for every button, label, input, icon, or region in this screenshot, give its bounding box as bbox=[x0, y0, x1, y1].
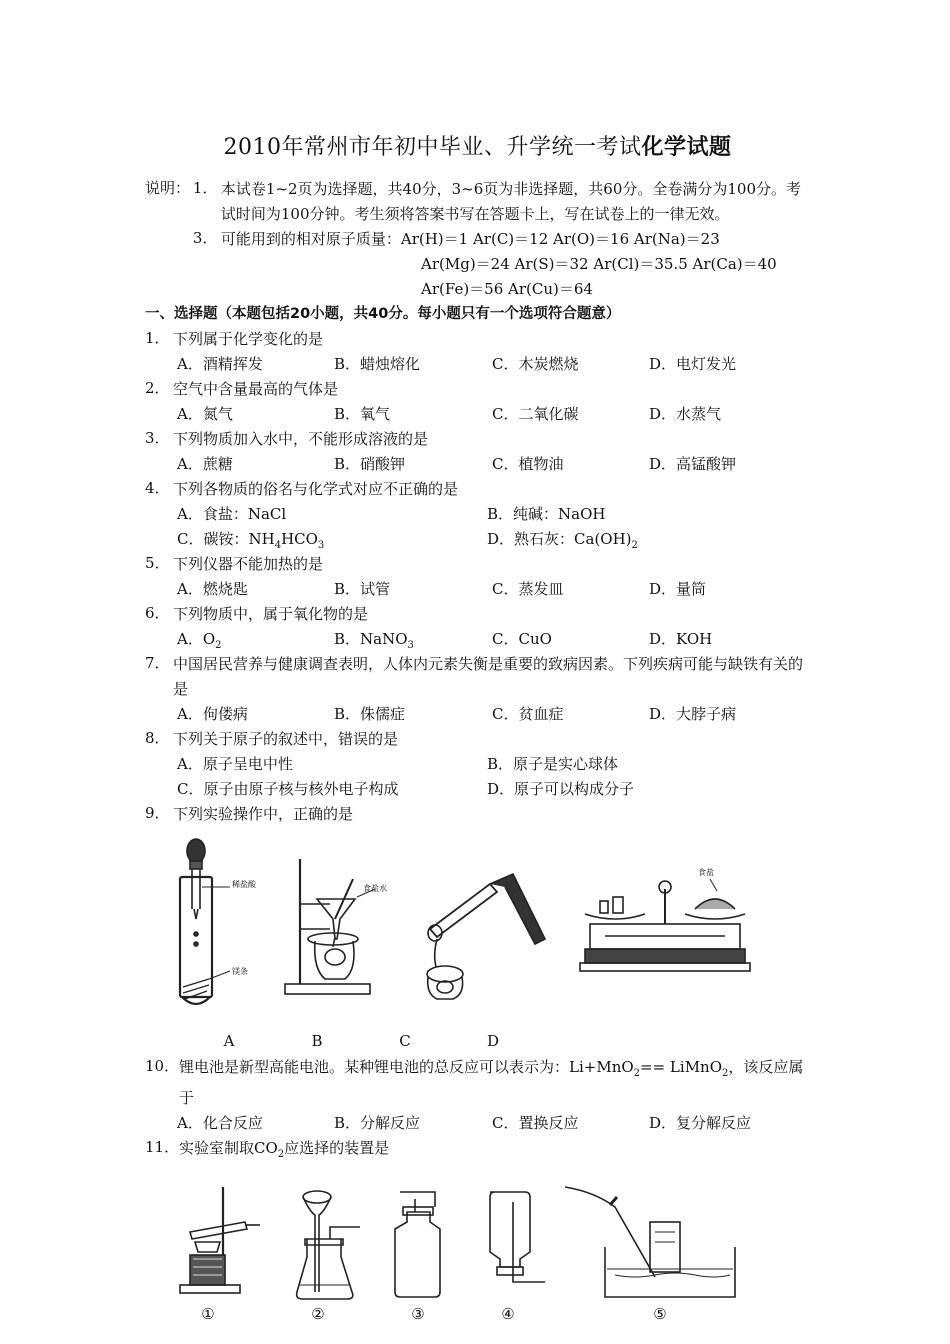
option-d: D．量筒 bbox=[649, 580, 707, 598]
apparatus-label-3: ③ bbox=[411, 1305, 425, 1323]
question-number: 9． bbox=[145, 804, 170, 822]
question-text: 下列物质中，属于氧化物的是 bbox=[173, 605, 369, 623]
option-b: B．侏儒症 bbox=[334, 705, 406, 723]
question-10 bbox=[145, 1055, 810, 1111]
question-number: 1． bbox=[145, 329, 170, 347]
option-c: C．木炭燃烧 bbox=[492, 355, 579, 373]
figure-label-c: C bbox=[399, 1032, 411, 1050]
note-3-text-a: 可能用到的相对原子质量：Ar(H)＝1 Ar(C)＝12 Ar(O)＝16 Ar(Na)＝23 bbox=[220, 230, 720, 248]
figure-c-heating-test-tube bbox=[427, 874, 545, 999]
question-8 bbox=[145, 727, 810, 752]
figure-a-dropper-test-tube bbox=[180, 839, 230, 1004]
question-7-options bbox=[145, 702, 810, 727]
question-text: 下列物质加入水中，不能形成溶液的是 bbox=[173, 430, 429, 448]
label-mg-strip: 镁条 bbox=[232, 967, 248, 976]
question-text: 下列各物质的俗名与化学式对应不正确的是 bbox=[173, 480, 459, 498]
option-b: B．硝酸钾 bbox=[334, 455, 406, 473]
option-c: C．碳铵：$NH_4HCO_3$ bbox=[177, 530, 325, 551]
apparatus-1-solid-heating bbox=[180, 1187, 260, 1293]
question-number: 8． bbox=[145, 729, 170, 747]
option-a: A．$O_2$ bbox=[177, 630, 222, 651]
instructions bbox=[145, 177, 810, 302]
question-text: 下列属于化学变化的是 bbox=[173, 330, 324, 348]
question-text: 锂电池是新型高能电池。某种锂电池的总反应可以表示为：Li+MnO$_2$== LiMnO$_2$，该反应属于 bbox=[179, 1058, 804, 1107]
question-8-options-row2 bbox=[145, 777, 810, 802]
note-3-number: 3． bbox=[192, 229, 218, 247]
option-a: A．原子呈电中性 bbox=[177, 755, 293, 773]
option-d: D．高锰酸钾 bbox=[649, 455, 737, 473]
question-6 bbox=[145, 602, 810, 627]
option-d: D．复分解反应 bbox=[649, 1114, 752, 1132]
option-b: B．氧气 bbox=[334, 405, 391, 423]
apparatus-3-gas-bottle bbox=[395, 1192, 440, 1297]
question-11 bbox=[145, 1136, 810, 1167]
label-salt-water: 食盐水 bbox=[363, 884, 387, 893]
label-dilute-hcl: 稀盐酸 bbox=[232, 880, 256, 889]
question-number: 10． bbox=[145, 1057, 180, 1075]
note-1-number: 1． bbox=[192, 179, 218, 197]
option-a: A．化合反应 bbox=[177, 1114, 263, 1132]
option-b: B．纯碱：NaOH bbox=[487, 505, 606, 523]
figure-label-d: D bbox=[486, 1032, 500, 1050]
option-a: A．佝偻病 bbox=[177, 705, 248, 723]
question-text: 空气中含量最高的气体是 bbox=[173, 380, 339, 398]
question-3-options bbox=[145, 452, 810, 477]
apparatus-label-5: ⑤ bbox=[653, 1305, 667, 1323]
option-b: B．蜡烛熔化 bbox=[334, 355, 421, 373]
option-c: C．植物油 bbox=[492, 455, 564, 473]
question-text: 实验室制取$CO_2$应选择的装置是 bbox=[179, 1139, 390, 1160]
option-b: B．分解反应 bbox=[334, 1114, 421, 1132]
apparatus-label-1: ① bbox=[201, 1305, 215, 1323]
option-a: A．蔗糖 bbox=[177, 455, 233, 473]
question-11-figures bbox=[145, 1167, 810, 1329]
title-main: 2010年常州市年初中毕业、升学统一考试 bbox=[223, 135, 642, 160]
question-number: 11． bbox=[145, 1138, 180, 1156]
note-1-text: 本试卷1~2页为选择题，共40分，3~6页为非选择题，共60分。全卷满分为100分。考试时间为100分钟。考生须将答案书写在答题卡上，写在试卷上的一律无效。 bbox=[220, 180, 801, 223]
apparatus-5-water-trough bbox=[565, 1187, 735, 1297]
gas-apparatus-illustration bbox=[145, 1167, 810, 1307]
question-text: 下列关于原子的叙述中，错误的是 bbox=[173, 730, 399, 748]
figure-label-b: B bbox=[311, 1032, 323, 1050]
page-title bbox=[145, 130, 810, 161]
option-d: D．水蒸气 bbox=[649, 405, 722, 423]
apparatus-label-2: ② bbox=[311, 1305, 325, 1323]
question-9-figures bbox=[145, 829, 810, 1027]
option-c: C．贫血症 bbox=[492, 705, 564, 723]
question-4-options-row1 bbox=[145, 502, 810, 527]
option-c: C．CuO bbox=[492, 630, 552, 648]
note-3-text-c: Ar(Fe)＝56 Ar(Cu)＝64 bbox=[421, 280, 593, 298]
option-c: C．置换反应 bbox=[492, 1114, 579, 1132]
question-number: 5． bbox=[145, 554, 170, 572]
question-text: 下列实验操作中，正确的是 bbox=[173, 805, 354, 823]
question-5 bbox=[145, 552, 810, 577]
question-7 bbox=[145, 652, 810, 702]
figure-b-filtration-stand bbox=[285, 859, 375, 994]
exam-page bbox=[145, 130, 810, 1329]
option-b: B．NaNO$_3$ bbox=[334, 630, 414, 651]
option-d: D．原子可以构成分子 bbox=[487, 780, 635, 798]
question-9 bbox=[145, 802, 810, 827]
apparatus-2-conical-flask bbox=[297, 1191, 360, 1299]
question-1 bbox=[145, 327, 810, 352]
option-c: C．二氧化碳 bbox=[492, 405, 579, 423]
question-number: 6． bbox=[145, 604, 170, 622]
question-number: 4． bbox=[145, 479, 170, 497]
question-3 bbox=[145, 427, 810, 452]
question-text: 中国居民营养与健康调查表明，人体内元素失衡是重要的致病因素。下列疾病可能与缺铁有关的是 bbox=[173, 655, 804, 698]
question-5-options bbox=[145, 577, 810, 602]
option-c: C．蒸发皿 bbox=[492, 580, 564, 598]
question-2-options bbox=[145, 402, 810, 427]
option-a: A．燃烧匙 bbox=[177, 580, 248, 598]
option-d: D．熟石灰：$Ca(OH)_2$ bbox=[487, 530, 638, 551]
option-d: D．大脖子病 bbox=[649, 705, 737, 723]
question-2 bbox=[145, 377, 810, 402]
question-number: 2． bbox=[145, 379, 170, 397]
question-6-options bbox=[145, 627, 810, 652]
question-number: 3． bbox=[145, 429, 170, 447]
question-4 bbox=[145, 477, 810, 502]
option-b: B．试管 bbox=[334, 580, 391, 598]
figure-d-balance bbox=[580, 879, 750, 971]
question-8-options-row1 bbox=[145, 752, 810, 777]
option-a: A．食盐：NaCl bbox=[177, 505, 287, 523]
option-a: A．酒精挥发 bbox=[177, 355, 263, 373]
lab-operations-illustration bbox=[145, 829, 810, 1027]
question-11-figure-labels bbox=[145, 1305, 810, 1329]
note-3-text-b: Ar(Mg)＝24 Ar(S)＝32 Ar(Cl)＝35.5 Ar(Ca)＝40 bbox=[421, 255, 777, 273]
question-text: 下列仪器不能加热的是 bbox=[173, 555, 324, 573]
option-a: A．氮气 bbox=[177, 405, 233, 423]
section-1-heading: 一、选择题（本题包括20小题，共40分。每小题只有一个选项符合题意） bbox=[145, 306, 621, 322]
label-salt: 食盐 bbox=[698, 868, 714, 877]
apparatus-label-4: ④ bbox=[501, 1305, 515, 1323]
question-4-options-row2 bbox=[145, 527, 810, 552]
instructions-label: 说明： bbox=[145, 179, 191, 197]
apparatus-4-inverted-bottle bbox=[490, 1192, 545, 1282]
option-d: D．电灯发光 bbox=[649, 355, 737, 373]
question-1-options bbox=[145, 352, 810, 377]
title-subject: 化学试题 bbox=[641, 134, 732, 160]
option-b: B．原子是实心球体 bbox=[487, 755, 619, 773]
figure-label-a: A bbox=[223, 1032, 235, 1050]
option-c: C．原子由原子核与核外电子构成 bbox=[177, 780, 399, 798]
question-10-options bbox=[145, 1111, 810, 1136]
question-9-figure-labels bbox=[145, 1027, 810, 1055]
option-d: D．KOH bbox=[649, 630, 713, 648]
question-number: 7． bbox=[145, 654, 170, 672]
